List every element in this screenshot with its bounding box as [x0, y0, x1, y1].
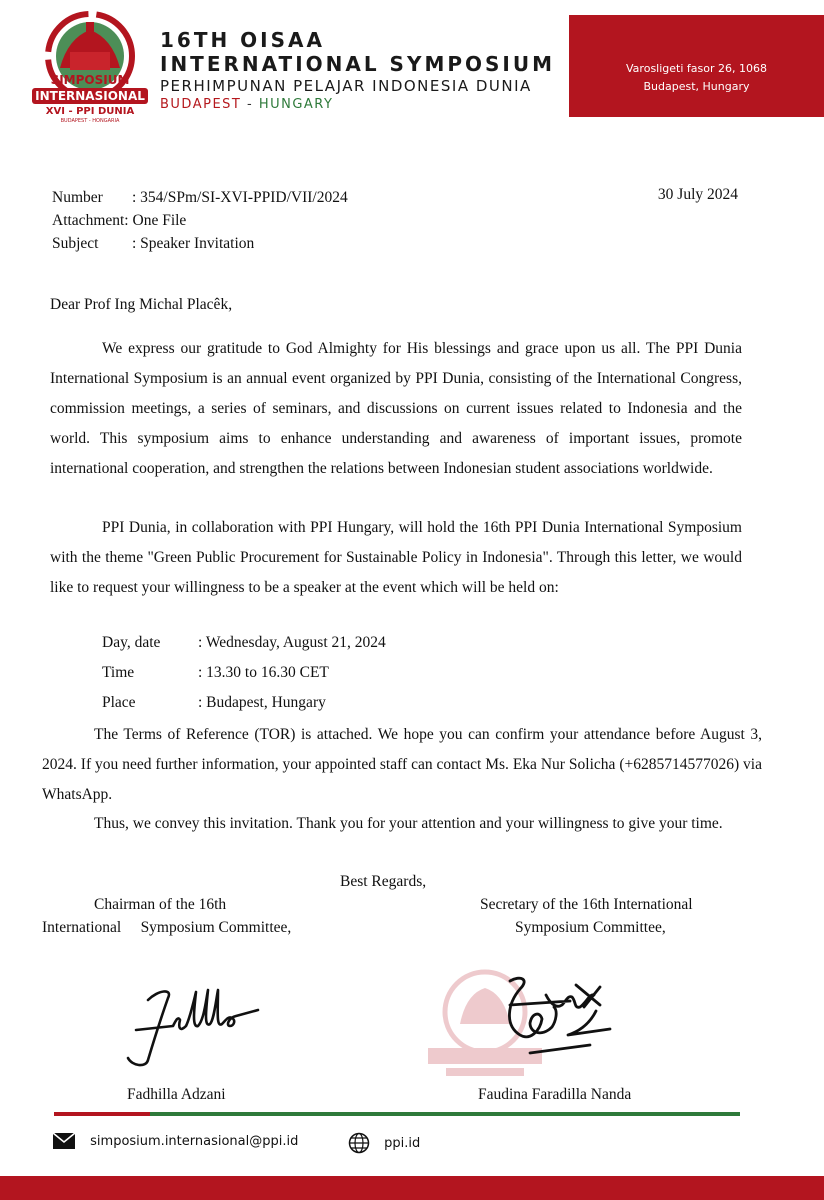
logo-bottom-text: XVI - PPI DUNIA [45, 106, 135, 117]
logo-mid-text: INTERNASIONAL [35, 89, 145, 103]
address-box [569, 15, 824, 117]
header-title-line1: 16TH OISAA [160, 28, 325, 52]
symposium-logo-icon [28, 8, 152, 124]
envelope-icon [52, 1132, 76, 1150]
secretary-title-line1: Secretary of the 16th International [480, 896, 693, 913]
address-line2: Budapest, Hungary [643, 80, 750, 93]
letter-meta [52, 186, 348, 255]
header-titles [160, 28, 555, 112]
number-label: Number [52, 189, 103, 206]
detail-time [102, 664, 329, 682]
footer-website-text[interactable]: ppi.id [384, 1135, 421, 1151]
detail-label: Place [102, 694, 136, 711]
chairman-title-line1: Chairman of the 16th [94, 896, 227, 913]
detail-place [102, 694, 326, 712]
subject-label: Subject [52, 235, 99, 252]
header-subtitle: PERHIMPUNAN PELAJAR INDONESIA DUNIA [160, 77, 532, 95]
header-title-line2: INTERNATIONAL SYMPOSIUM [160, 52, 555, 76]
detail-value: : 13.30 to 16.30 CET [198, 664, 329, 681]
header-city-separator: - [241, 97, 259, 112]
footer-divider [54, 1112, 740, 1116]
letter-attachment [52, 209, 348, 232]
letter-date: 30 July 2024 [657, 186, 738, 203]
header-city [160, 97, 555, 112]
secretary-title [480, 893, 693, 939]
best-regards: Best Regards, [340, 873, 427, 890]
secretary-title-line2: Symposium Committee, [515, 919, 666, 936]
detail-label: Time [102, 664, 135, 681]
detail-day-date [102, 634, 386, 652]
attachment-label: Attachment: [52, 212, 129, 229]
subject-value: : Speaker Invitation [132, 235, 255, 252]
chairman-title [42, 893, 291, 939]
globe-icon [348, 1132, 370, 1154]
footer-bar [0, 1176, 824, 1200]
paragraph-1: We express our gratitude to God Almighty for His blessings and grace upon us all. The PPI Dunia International Symposium is an annual event organized by PPI Dunia, consisting of the International Congress, commission meetings, a series of seminars, and discussions on current issues related to Indonesia and the world. This symposium aims to enhance understanding and awareness of important issues, promote international cooperation, and strengthen the relations between Indonesian student associations worldwide. [50, 340, 742, 477]
logo-city-text: BUDAPEST - HONGARIA [60, 118, 120, 124]
letter-subject [52, 232, 348, 255]
attachment-value: One File [132, 212, 187, 229]
detail-value: : Wednesday, August 21, 2024 [198, 634, 386, 651]
paragraph-3: The Terms of Reference (TOR) is attached. We hope you can confirm your attendance before August 3, 2024. If you need further information, your appointed staff can contact Ms. Eka Nur Solicha (+6285714577026) via WhatsApp. [42, 726, 762, 803]
secretary-signature-icon [490, 965, 630, 1065]
chairman-name: Fadhilla Adzani [127, 1086, 226, 1103]
chairman-signature-icon [118, 970, 278, 1080]
paragraph-2: PPI Dunia, in collaboration with PPI Hungary, will hold the 16th PPI Dunia International Symposium with the theme "Green Public Procurement for Sustainable Policy in Indonesia". Through this letter, we would like to request your willingness to be a speaker at the event which will be held on: [50, 519, 742, 596]
salutation: Dear Prof Ing Michal Placêk, [50, 296, 233, 313]
letter-number [52, 186, 348, 209]
paragraph-4: Thus, we convey this invitation. Thank you for your attention and your willingness to give your time. [94, 815, 723, 832]
secretary-name: Faudina Faradilla Nanda [478, 1086, 632, 1103]
footer-website[interactable] [348, 1132, 420, 1154]
number-value: : 354/SPm/SI-XVI-PPID/VII/2024 [132, 189, 348, 206]
detail-label: Day, date [102, 634, 161, 651]
header-city-part1: BUDAPEST [160, 97, 242, 112]
detail-value: : Budapest, Hungary [198, 694, 326, 711]
footer-email[interactable] [52, 1132, 298, 1150]
header-city-part2: HUNGARY [258, 97, 334, 112]
address-line1: Varosligeti fasor 26, 1068 [626, 62, 767, 75]
footer-email-text[interactable]: simposium.internasional@ppi.id [90, 1133, 299, 1149]
logo-top-text: SIMPOSIUM [50, 73, 130, 87]
chairman-title-line2: International Symposium Committee, [42, 919, 292, 936]
